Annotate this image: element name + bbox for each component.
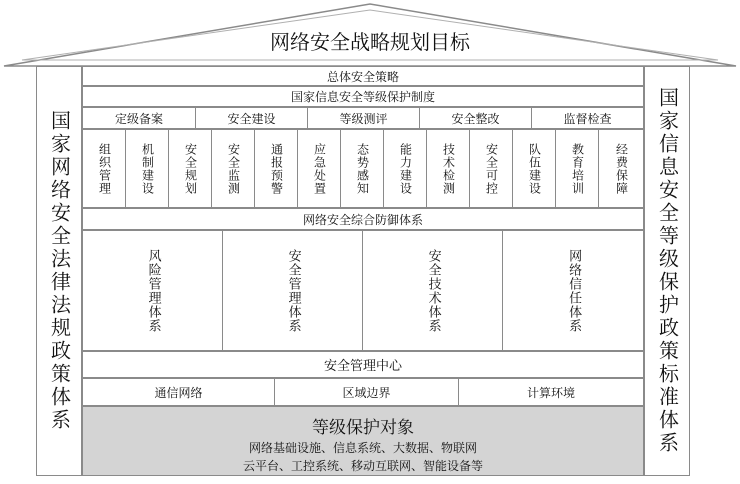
category-construction: 安全建设 [196, 108, 308, 128]
task-cell [126, 130, 169, 207]
task-cell [384, 130, 427, 207]
overall-strategy-row [82, 66, 644, 86]
base-line1: 网络基础设施、信息系统、大数据、物联网 [248, 441, 477, 455]
category-rectification: 安全整改 [420, 108, 532, 128]
categories-row [82, 107, 644, 129]
left-pillar [36, 66, 82, 476]
security-management-system [223, 231, 363, 350]
area-network: 通信网络 [83, 379, 275, 405]
task-label: 安全规划 [183, 142, 198, 195]
task-cell [298, 130, 341, 207]
protection-system-label: 国家信息安全等级保护制度 [290, 90, 435, 104]
defense-pillars [82, 230, 644, 351]
pillar-label: 安全技术体系 [425, 248, 441, 333]
task-label: 能力建设 [398, 142, 413, 195]
area-computing: 计算环境 [526, 385, 575, 400]
task-label: 态势感知 [355, 142, 370, 195]
areas-row [82, 378, 644, 406]
task-label: 队伍建设 [527, 142, 542, 195]
task-cell [169, 130, 212, 207]
task-label: 经费保障 [614, 142, 629, 195]
right-pillar [644, 66, 690, 476]
pillar-label: 网络信任体系 [566, 248, 582, 333]
pillar-label: 风险管理体系 [145, 248, 161, 333]
task-label: 安全监测 [226, 142, 241, 195]
task-cell [83, 130, 126, 207]
task-label: 通报预警 [269, 142, 284, 195]
overall-strategy-label: 总体安全策略 [326, 69, 399, 84]
task-label: 机制建设 [140, 142, 155, 195]
category-supervision: 监督检查 [563, 111, 612, 126]
network-trust-system [503, 231, 643, 350]
task-cell [513, 130, 556, 207]
risk-management-system [83, 231, 223, 350]
task-label: 组织管理 [97, 142, 112, 195]
task-cell [212, 130, 255, 207]
right-pillar-text: 国家信息安全等级保护政策标准体系 [655, 87, 680, 455]
management-center-label: 安全管理中心 [323, 359, 402, 374]
task-cell [341, 130, 384, 207]
task-label: 应急处置 [312, 142, 327, 195]
task-cell [470, 130, 513, 207]
task-label: 教育培训 [570, 142, 585, 195]
roof-title: 网络安全战略规划目标 [270, 30, 470, 54]
security-technology-system [363, 231, 503, 350]
protection-system-row [82, 86, 644, 107]
task-label: 技术检测 [441, 142, 456, 195]
task-cell [427, 130, 470, 207]
task-label: 安全可控 [484, 142, 499, 195]
category-filing: 定级备案 [83, 108, 196, 128]
management-center-row [82, 351, 644, 378]
protected-objects-base [82, 406, 644, 476]
left-pillar-text: 国家网络安全法律法规政策体系 [47, 110, 72, 432]
task-cell [556, 130, 599, 207]
pillar-label: 安全管理体系 [285, 248, 301, 333]
category-evaluation: 等级测评 [308, 108, 420, 128]
base-title: 等级保护对象 [312, 418, 414, 438]
defense-title-row [82, 208, 644, 230]
base-line2: 云平台、工控系统、移动互联网、智能设备等 [242, 459, 483, 473]
defense-title: 网络安全综合防御体系 [302, 212, 423, 227]
tasks-row [82, 129, 644, 208]
area-boundary: 区域边界 [275, 379, 459, 405]
task-cell [599, 130, 643, 207]
task-cell [255, 130, 298, 207]
